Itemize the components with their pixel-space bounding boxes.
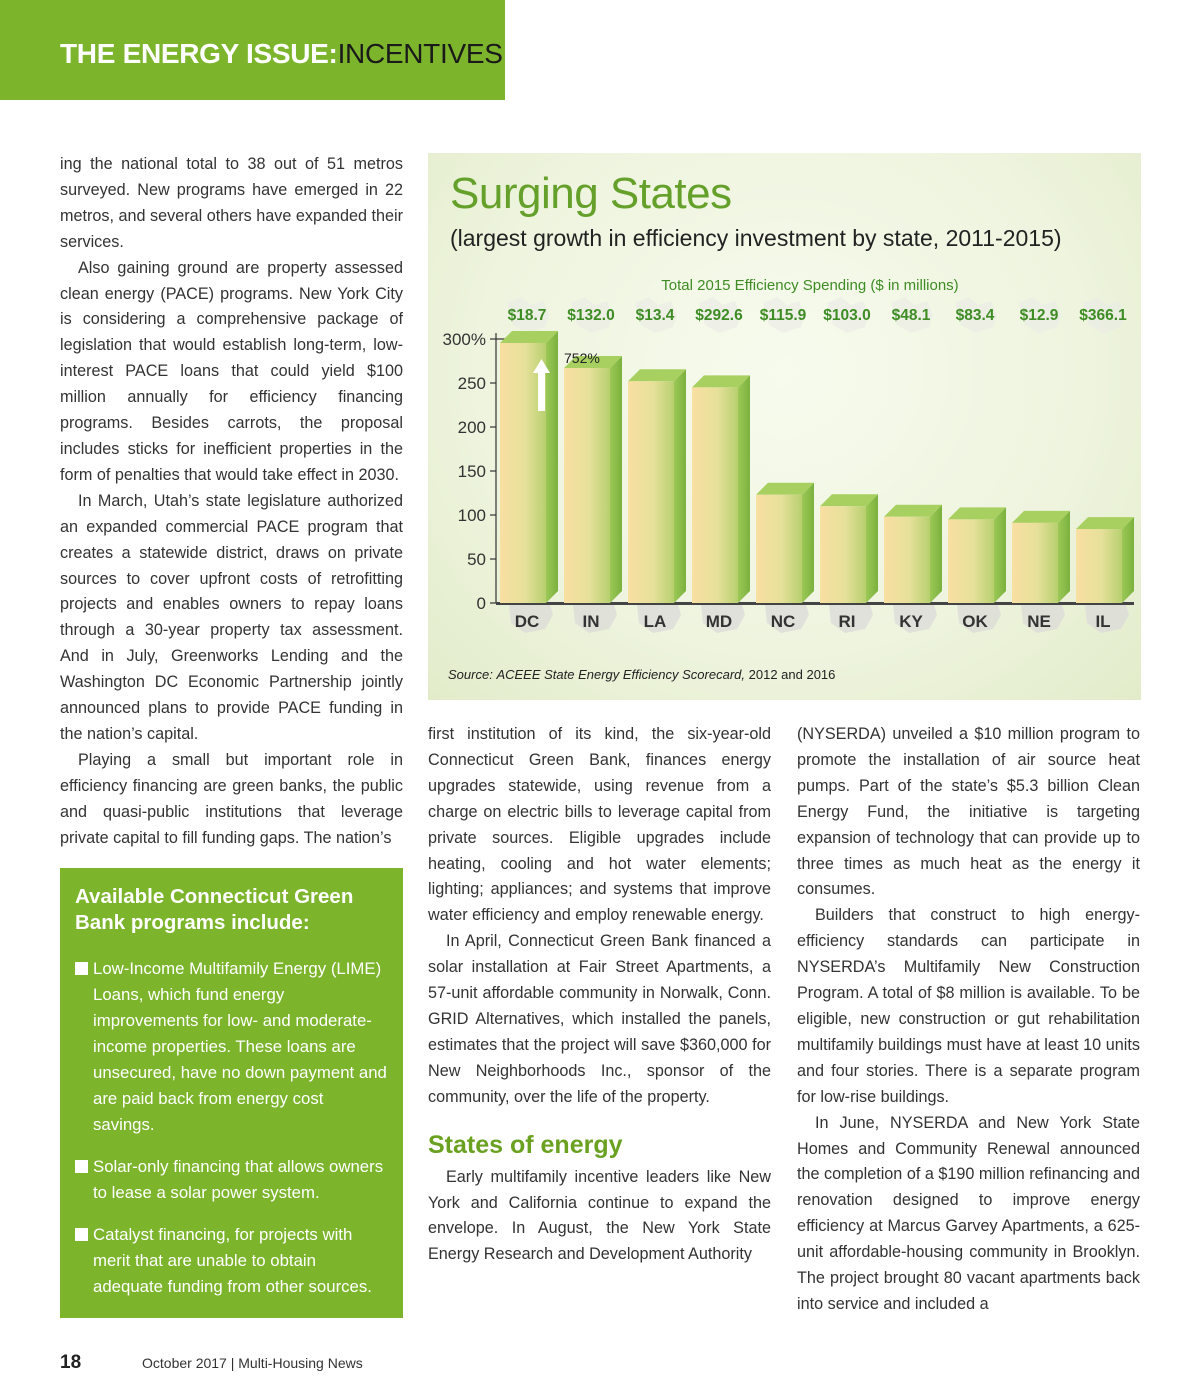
list-item [75, 1222, 387, 1300]
list-item-text: Solar-only financing that allows owners to lease a solar power system. [93, 1157, 384, 1202]
paragraph: Playing a small but important role in efficiency financing are green banks, the public and quasi-public institutions that leverage private capital to fill funding gaps. The nation’s [60, 750, 403, 847]
x-category-label: MD [705, 612, 733, 631]
bar [1076, 529, 1122, 603]
article-column-1 [60, 152, 403, 851]
x-category-label: KY [899, 612, 923, 631]
article-column-3 [797, 722, 1140, 1318]
square-bullet-icon [75, 962, 88, 975]
bar [756, 495, 802, 603]
y-tick-label: 200 [457, 418, 486, 437]
bar-side [610, 356, 622, 603]
bar [564, 368, 610, 603]
paragraph: In March, Utah’s state legislature authorized an expanded commercial PACE program that creates a statewide district, draws on private sources to cover upfront costs of retrofitting projects and enables owners to repay loans through a 30-year property tax assessment. And in July, Greenworks Lending and the Washington DC Economic Partnership jointly announced plans to provide PACE funding in the nation’s capital. [60, 491, 403, 743]
paragraph: first institution of its kind, the six-year-old Connecticut Green Bank, finances energy upgrades statewide, using revenue from a charge on electric bills to leverage capital from private sources. Eligible upgrades include heating, cooling and hot water elements; lighting; appliances; and systems that improve water efficiency and employ renewable energy. [428, 725, 771, 925]
spending-value-label: $115.9 [759, 307, 807, 324]
bar-side [1058, 511, 1070, 603]
bar-side [866, 494, 878, 603]
spending-value-label: $103.0 [823, 307, 871, 324]
y-tick-label: 100 [457, 506, 486, 525]
source-title: ACEEE State Energy Efficiency Scorecard, [496, 667, 745, 682]
bar-chart [428, 153, 1141, 700]
paragraph: Early multifamily incentive leaders like New York and California continue to expand the envelope. In August, the New York State Energy Research and Development Authority [428, 1167, 771, 1264]
page-number: 18 [60, 1352, 82, 1373]
paragraph: Builders that construct to high energy-efficiency standards can participate in NYSERDA’s Multifamily New Construction Program. A total of $8 million is available. To be eligible, new construction or gut rehabilitation multifamily buildings must have at least 10 units and four stories. There is a separate program for low-rise buildings. [797, 906, 1140, 1106]
y-tick-label: 50 [467, 550, 486, 569]
spending-value-label: $83.4 [955, 307, 995, 324]
spending-value-label: $12.9 [1019, 307, 1059, 324]
y-tick-label: 300% [442, 330, 486, 349]
section-header [60, 38, 503, 70]
header-lead: THE ENERGY ISSUE: [60, 38, 338, 69]
bar-side [802, 483, 814, 603]
overflow-arrow-shaft [538, 371, 545, 411]
bar [820, 506, 866, 603]
header-topic: INCENTIVES [337, 38, 503, 69]
square-bullet-icon [75, 1228, 88, 1241]
spending-value-label: $366.1 [1079, 307, 1127, 324]
x-category-label: DC [514, 612, 540, 631]
bar [1012, 523, 1058, 603]
article-column-2 [428, 722, 771, 1268]
list-item [75, 956, 387, 1138]
paragraph: In June, NYSERDA and New York State Homes and Community Renewal announced the completion of a $190 million refinancing and renovation designed to improve energy efficiency at Marcus Garvey Apartments, a 625-unit affordable-housing community in Brooklyn. The project brought 80 vacant apartments back into service and included a [797, 1113, 1140, 1313]
paragraph: ing the national total to 38 out of 51 metros surveyed. New programs have emerged in 22 metros, and several others have expanded their services. [60, 155, 403, 251]
sidebar-heading: Available Connecticut Green Bank programs include: [75, 885, 354, 934]
y-tick-label: 150 [457, 462, 486, 481]
x-category-label: RI [838, 612, 856, 631]
sidebar-box [60, 868, 403, 1318]
paragraph: In April, Connecticut Green Bank financed a solar installation at Fair Street Apartments, a 57-unit affordable community in Norwalk, Conn. GRID Alternatives, which installed the panels, estimates that the project will save $360,000 for New Neighborhoods Inc., sponsor of the community, over the life of the property. [428, 932, 771, 1106]
x-category-label: NE [1027, 612, 1051, 631]
header-band [0, 0, 505, 100]
footer-info: October 2017 | Multi-Housing News [142, 1355, 363, 1371]
x-category-label: IL [1095, 612, 1111, 631]
bar-side [994, 507, 1006, 603]
square-bullet-icon [75, 1160, 88, 1173]
chart-subtitle: (largest growth in efficiency investment by state, 2011-2015) [450, 225, 1062, 251]
chart-title: Surging States [450, 169, 732, 218]
source-suffix: 2012 and 2016 [748, 667, 836, 682]
bar [628, 381, 674, 603]
bar [884, 517, 930, 603]
list-item-text: Low-Income Multifamily Energy (LIME) Loans, which fund energy improvements for low- and moderate-income properties. These loans are unsecured, have no down payment and are paid back from energy cost savings. [93, 959, 387, 1134]
paragraph: (NYSERDA) unveiled a $10 million program to promote the installation of air source heat pumps. Part of the state’s $5.3 billion Clean Energy Fund, the initiative is targeting expansion of technology that can provide up to three times as much heat as the energy it consumes. [797, 725, 1140, 899]
paragraph: Also gaining ground are property assessed clean energy (PACE) programs. New York City is considering a comprehensive package of legislation that would establish long-term, low-interest PACE loans that could yield $100 million annually for efficiency financing programs. Besides carrots, the proposal includes sticks for inefficient properties in the form of penalties that would take effect in 2030. [60, 258, 403, 484]
sidebar-list [75, 956, 387, 1300]
bar-side [738, 375, 750, 603]
list-item-text: Catalyst financing, for projects with merit that are unable to obtain adequate funding from other sources. [93, 1225, 372, 1296]
spending-value-label: $132.0 [567, 307, 615, 324]
spending-label: Total 2015 Efficiency Spending ($ in millions) [661, 277, 959, 294]
bar [692, 387, 738, 603]
spending-value-label: $292.6 [695, 307, 743, 324]
x-category-label: IN [582, 612, 600, 631]
chart-panel [428, 153, 1141, 700]
bar-value-label: 752% [564, 350, 600, 366]
bar-side [674, 369, 686, 603]
x-category-label: NC [770, 612, 796, 631]
y-tick-label: 0 [476, 594, 486, 613]
spending-value-label: $18.7 [507, 307, 547, 324]
spending-value-label: $13.4 [635, 307, 675, 324]
y-tick-label: 250 [457, 374, 486, 393]
x-category-label: LA [643, 612, 667, 631]
bar-side [1122, 517, 1134, 603]
bar-side [930, 505, 942, 603]
x-category-label: OK [962, 612, 988, 631]
chart-source [448, 667, 835, 682]
source-prefix: Source: [448, 667, 493, 682]
bar [948, 519, 994, 603]
section-subhead: States of energy [428, 1130, 623, 1159]
list-item [75, 1154, 387, 1206]
spending-value-label: $48.1 [891, 307, 931, 324]
